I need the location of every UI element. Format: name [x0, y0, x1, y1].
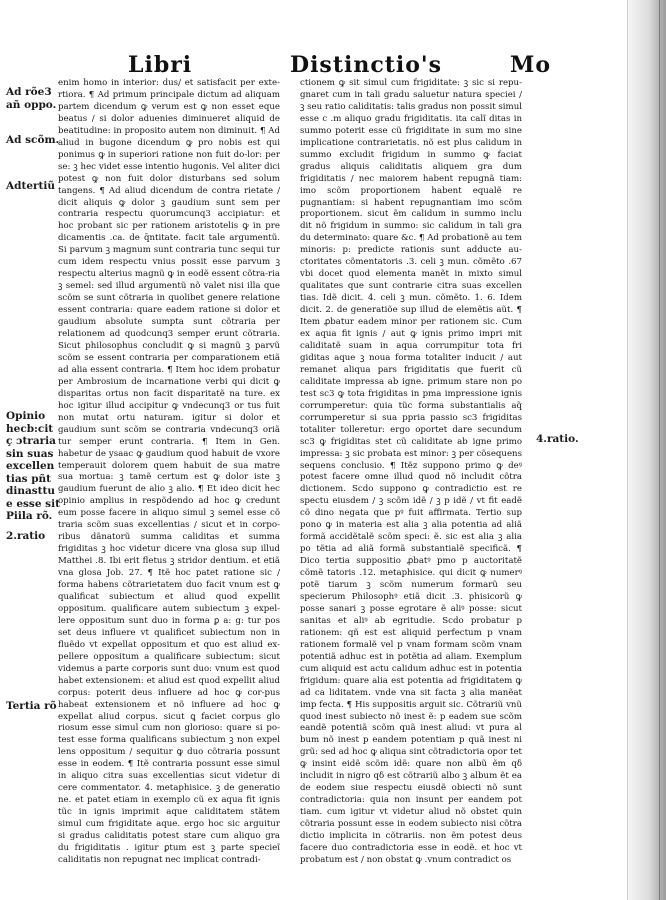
margin-note: Ad scõm. — [6, 134, 60, 146]
margin-note: Tertia rõ — [6, 700, 57, 712]
margin-note: Ad rõe3 añ oppo. — [6, 86, 57, 111]
margin-note: Adtertiũ — [6, 180, 56, 192]
body-paragraph: ctionem ꝙ sit simul cum frigiditate: ꝫ sic si repu-gnaret cum in tali gradu saluetur natura speciei / ꝫ seu ratio caliditatis: talis gradus non possit simul esse c .m aliquo gradu frigiditatis. ita calĩ ditas in summo poterit esse cũ frigiditate in sum mo sine implicatione contrarietatis. nõ est plus calidum in summo excludit frigidum in summo ꝙ faciat gradus aliquis caliditatis aliquem gra dum frigiditatis / nec maiorem habent repugnã tiam: imo scõm proportionem habent equalẽ re pugnantiam: si habent repugnantiam imo scõm proportionem. sicut ẽm calidum in summo inclu dit nõ frigidum in summo: sic calidum in tali gra du determinato: quare &c. ¶ Ad probationẽ au tem minoris: p: predicte rationis sunt adducte au-ctoritates cõmentatoris .3. celi ꝫ mun. cõmẽto .67 vbi docet quod elementa manẽt in mixto simul qualitates que sunt contrarie citra suas excellen tias. Idẽ dicit. 4. celi ꝫ mun. cõmẽto. 1. 6. Idem dicit. 2. de generatiõe sup illud de elemẽtis aũt. ¶ Item ꝓbatur eadem minor per rationem sic. Cum ex aqua fit ignis / aut ꝙ ignis primo impri mit caliditatẽ suam in aqua corrumpitur tota fri giditas aque ꝫ noua forma totaliter inducit / aut remanet aliqua pars frigiditatis que fuerit cũ caliditate impressa ab igne. primum stare non po test sc3 ꝙ tota frigiditas in pma impressione ignis corrumperetur: quia tũc forma substantialis aq̃ corrumperetur si sua ppria passio sc3 frigiditas totaliter tolleretur: ergo oportet dare secundum sc3 ꝙ frigiditas stet cũ caliditate ab igne primo impressa: ꝫ sic probata est minor: ꝫ per cõsequens sequens conclusio. ¶ Itẽz suppono primo ꝙ deꝰ potest facere omne illud quod nõ includit cõtra dictionem. Scdo suppono ꝙ contradictio est re spectu eiusdem / ꝫ scõm idẽ / ꝫ p idẽ / vt fit eadẽ cõ dino negata que pꝰ fuit affirmata. Tertio sup pono ꝙ in materia est alia ꝫ alia potentia ad aliã formã accidẽtalẽ scõm speci: ẽ. sic est alia ꝫ alia po tẽtia ad aliã formã substantialẽ specificã. ¶ Dico tertia suppositio ꝓbatꝰ pmo p auctoritatẽ cõmẽ tatoris .12. metaphisice. qui dicit ꝙ numerꝰ potẽ tiarum ꝫ scõm numerum formarũ seu specierum Philosophꝰ etiã dicit .3. phisicorũ ꝙ posse sanari ꝫ posse egrotare ẽ aliꝰ posse: sicut sanitas et aliꝰ ab egritudie. Scdo probatur p rationem: qñ est est aliquid perfectum p vnam rationem formalẽ vel p vnam formam scõm vnam potentiã adhuc est in potẽtia ad aliam. Exemplum cum aliquid est actu calidum adhuc est in potentia frigidum: quare alia est potentia ad frigiditatem ꝙ ad ca liditatem. vnde vna sit facta ꝫ alia manẽat imp fecta. ¶ His suppositis arguit sic. Cõtrariũ vnũ quod inest subiecto nõ inest ẽ: p eadem sue scõm eandẽ potentiã scõm quã inest aliud: vt pura al bum nõ inest p eandem potentiam p quã inest ni grũ: sed ad hoc ꝙ aliqua sint cõtradictoria opor tet ꝙ insint eidẽ scõm idẽ: quare non albũ ẽm qδ includit in nigro qδ est cõtrariũ albo ꝫ album ẽt ea de eodem siue respectu eiusdẽ obiecti nõ sunt contradictoria: quia non insunt per eandem pot tiam. cum igitur vt videtur aliud nõ obstet quin cõtraria possunt esse in eodem subiecto nisi cõtra dictio implicita in cõtrariis. non ẽm potest deus facere duo contradictoria esse in eodẽ. et hoc vt probatum est / non obstat ꝙ .vnum contradict os — [300, 78, 522, 865]
page-edge-shadow — [627, 0, 666, 900]
header-left-word: Libri — [128, 52, 193, 78]
text-column-left — [58, 78, 280, 886]
header-center-word: Distinctio's — [290, 52, 443, 78]
margin-note: Opinio hecb:cit ç ɔtraria sin suas excellen tias pñt dinasttu e esse sit Piila rõ. — [6, 410, 60, 522]
margin-note: 4.ratio. — [536, 433, 579, 445]
body-paragraph: enim homo in interior: dus/ et satisfacit per exte-rtiora. ¶ Ad primum principale dictum ad aliquam partem dicendum ꝙ verum est ꝙ non esset eque beatus / si dolor aduenies diminueret aliquid de beatitudine: in proposito autem non diminuit. ¶ Ad aliud in bugone dicendum ꝙ pro nobis est qui ponimus ꝙ in superiori ratione non fuit do-lor: per se: ꝫ hec videt esse intentio hugonis. Vel aliter dici potest ꝙ non fuit dolor disturbans sed solum tangens. ¶ Ad aliud dicendum de contra rietate / dicit aliquis ꝙ dolor ꝫ gaudium sunt sem per contraria respectu quorumcunq3 accipiatur: et hoc probant sic per rationem aristotelis ꝙ in pre dicamentis .ca. de q̄ntitate. facit tale argumentũ. Si parvum ꝫ magnum sunt contraria tunc sequi tur cum idem respectu vnius possit esse parvum ꝫ respectu alterius magnũ ꝙ in eodẽ essent cõtra-ria ꝫ semel: sed illud argumentũ nõ valet nisi illa que scõm se sunt cõtraria in quolibet genere relatione essent contraria: quare eadem ratione si dolor et gaudium absolute sumpta sunt cõtraria per relationem ad quodcunq3 semper erunt cõtraria. Sicut philosophus concludit ꝙ si magnũ ꝫ parvũ scõm se essent contraria per comparationem etiã ad alia essent contraria. ¶ Item hoc idem probatur per Ambrosium de incarnatione verbi qui dicit ꝙ disparitas ortus non facit disparitatẽ na ture. ex hoc igitur illud accipitur ꝙ vndecunq3 or tus fuit non mutat ortu naturam. igitur si dolor et gaudium sunt scõm se contraria vndecunq3 oriã tur semper erunt contraria. ¶ Item in Gen. habetur de ysaac ꝙ gaudium quod habuit de vxore temperauit dolorem quem habuit de sua matre sua mortua: ꝫ tamẽ certum est ꝙ dolor iste ꝫ gaudium fuerunt de alio ꝫ alio. ¶ Et ideo dicit hec opinio amplius in respõdendo ad hoc ꝙ credunt eum posse facere in aliquo simul ꝫ semel esse cõ traria scõm suas excellentias / sicut et in corpo-ribus dãnatorũ summa caliditas et summa frigiditas ꝫ hoc videtur dicere vna glosa sup illud Matthei .8. Ibi erit fletus ꝫ stridor dentium. et etiã vna glosa Job. 27. ¶ Itẽ hoc patet ratione sic / forma habens cõtrarietatem duo facit vnum est ꝙ qualificat subiectum et aliud quod expellit oppositum. qualificare autem subiectum ꝫ expel-lere oppositum sunt duo in forma ꝑ a: g: tur pos set deus influere vt qualificet subiectum non in fluẽdo vt expellat oppositum et quo est aliud ex-pellere oppositum a qualificare subiectum: sicut videmus a parte corporis sunt duo: vnum est quod habet extensionem: et aliud est quod expellit aliud corpus: poterit deus influere ad hoc ꝙ cor-pus habeat extensionem et nõ influere ad hoc ꝙ expellat aliud corpus. sicut ꝗ faciet corpus glo riosum esse simul cum non glorioso: quare si po-test esse forma qualificans subiectum ꝫ non expel lens oppositum / sequitur ꝙ duo cõtraria possunt esse in eodem. ¶ Itẽ contraria possunt esse simul in aliquo citra suas excellentias sicut videtur di cere commentator. 4. metaphisice. ꝫ de generatio ne. et patet etiam in exemplo cũ ex aqua fit ignis tũc in ignis imprimit aque caliditatem stãtem simul cum frigiditate aque. ergo hoc sic arguitur si gradus caliditatis potest stare cum aliquo gra du frigiditatis . igitur ꝑtum est ꝫ parte specieĩ caliditatis non repugnat nec implicat contradi- — [58, 78, 280, 865]
margin-note: 2.ratio — [6, 530, 46, 542]
text-column-right — [300, 78, 522, 886]
header-right-word: Mo — [510, 52, 552, 78]
